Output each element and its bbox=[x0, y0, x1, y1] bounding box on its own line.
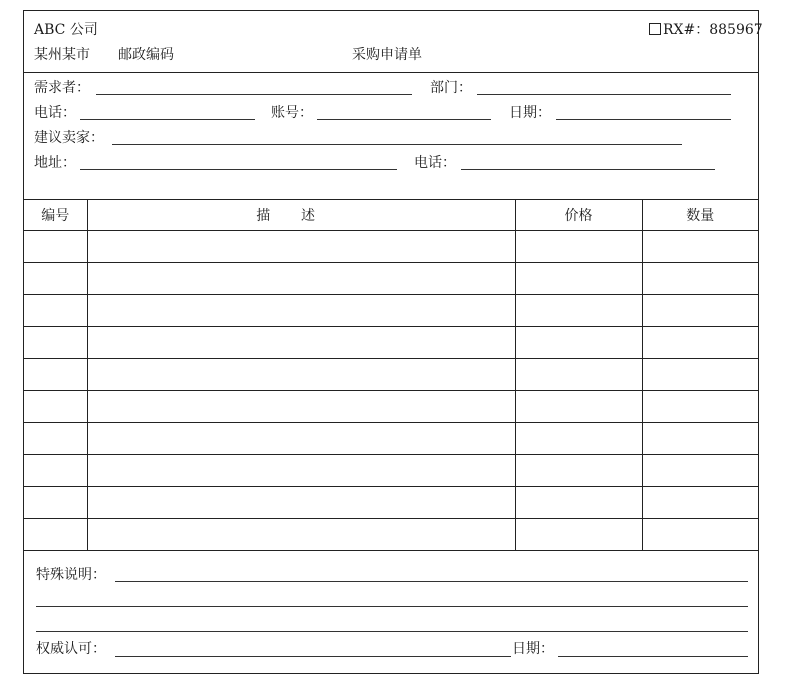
department-field[interactable] bbox=[477, 94, 731, 95]
quantity-cell[interactable] bbox=[642, 519, 758, 551]
number-cell[interactable] bbox=[24, 295, 87, 327]
date-field[interactable] bbox=[556, 119, 731, 120]
quantity-cell[interactable] bbox=[642, 295, 758, 327]
phone-field[interactable] bbox=[80, 119, 255, 120]
table-row bbox=[24, 263, 758, 295]
quantity-cell[interactable] bbox=[642, 327, 758, 359]
price-cell[interactable] bbox=[515, 231, 642, 263]
postcode-label: 邮政编码 bbox=[118, 47, 174, 63]
date-label: 日期： bbox=[509, 105, 551, 121]
number-cell[interactable] bbox=[24, 519, 87, 551]
rx-label: RX#：885967 bbox=[663, 22, 763, 38]
city-label: 某州某市 bbox=[34, 47, 90, 63]
table-row bbox=[24, 455, 758, 487]
description-cell[interactable] bbox=[87, 327, 515, 359]
number-cell[interactable] bbox=[24, 263, 87, 295]
description-cell[interactable] bbox=[87, 391, 515, 423]
price-cell[interactable] bbox=[515, 263, 642, 295]
quantity-cell[interactable] bbox=[642, 423, 758, 455]
description-cell[interactable] bbox=[87, 423, 515, 455]
special-instructions-line-3[interactable] bbox=[36, 631, 748, 632]
table-header-row bbox=[24, 199, 758, 231]
items-table bbox=[24, 199, 758, 551]
company-name: ABC 公司 bbox=[34, 22, 98, 38]
special-instructions-field[interactable] bbox=[115, 581, 748, 582]
number-cell[interactable] bbox=[24, 327, 87, 359]
purchase-requisition-form bbox=[23, 10, 763, 674]
form-title: 采购申请单 bbox=[352, 47, 422, 63]
table-row bbox=[24, 423, 758, 455]
table-row bbox=[24, 359, 758, 391]
table-row bbox=[24, 391, 758, 423]
quantity-cell[interactable] bbox=[642, 391, 758, 423]
number-cell[interactable] bbox=[24, 423, 87, 455]
quantity-cell[interactable] bbox=[642, 359, 758, 391]
price-cell[interactable] bbox=[515, 327, 642, 359]
table-row bbox=[24, 487, 758, 519]
description-cell[interactable] bbox=[87, 263, 515, 295]
description-cell[interactable] bbox=[87, 359, 515, 391]
vendor-field[interactable] bbox=[112, 144, 682, 145]
price-cell[interactable] bbox=[515, 455, 642, 487]
quantity-cell[interactable] bbox=[642, 455, 758, 487]
table-row bbox=[24, 327, 758, 359]
column-header-number: 编号 bbox=[24, 199, 87, 231]
vendor-label: 建议卖家： bbox=[34, 130, 104, 146]
column-header-price: 价格 bbox=[515, 199, 642, 231]
footer-date-field[interactable] bbox=[558, 656, 748, 657]
footer-date-label: 日期： bbox=[512, 641, 554, 657]
description-cell[interactable] bbox=[87, 231, 515, 263]
description-cell[interactable] bbox=[87, 519, 515, 551]
price-cell[interactable] bbox=[515, 359, 642, 391]
address-field[interactable] bbox=[80, 169, 397, 170]
header-divider bbox=[24, 72, 758, 73]
account-label: 账号： bbox=[271, 105, 313, 121]
requester-label: 需求者： bbox=[34, 80, 90, 96]
authorization-field[interactable] bbox=[115, 656, 511, 657]
number-cell[interactable] bbox=[24, 359, 87, 391]
quantity-cell[interactable] bbox=[642, 231, 758, 263]
quantity-cell[interactable] bbox=[642, 487, 758, 519]
special-instructions-line-2[interactable] bbox=[36, 606, 748, 607]
authorization-label: 权威认可： bbox=[36, 641, 106, 657]
price-cell[interactable] bbox=[515, 391, 642, 423]
checkbox-icon[interactable] bbox=[649, 23, 661, 35]
column-header-quantity: 数量 bbox=[642, 199, 758, 231]
vendor-phone-field[interactable] bbox=[461, 169, 715, 170]
number-cell[interactable] bbox=[24, 391, 87, 423]
price-cell[interactable] bbox=[515, 295, 642, 327]
rx-number bbox=[649, 22, 763, 38]
number-cell[interactable] bbox=[24, 231, 87, 263]
description-cell[interactable] bbox=[87, 487, 515, 519]
price-cell[interactable] bbox=[515, 519, 642, 551]
department-label: 部门： bbox=[430, 80, 472, 96]
description-cell[interactable] bbox=[87, 295, 515, 327]
number-cell[interactable] bbox=[24, 487, 87, 519]
phone-label: 电话： bbox=[34, 105, 76, 121]
table-row bbox=[24, 519, 758, 551]
quantity-cell[interactable] bbox=[642, 263, 758, 295]
table-row bbox=[24, 295, 758, 327]
table-row bbox=[24, 231, 758, 263]
special-instructions-label: 特殊说明： bbox=[36, 567, 106, 583]
address-label: 地址： bbox=[34, 155, 76, 171]
column-header-description: 描述 bbox=[87, 199, 515, 231]
account-field[interactable] bbox=[317, 119, 491, 120]
number-cell[interactable] bbox=[24, 455, 87, 487]
price-cell[interactable] bbox=[515, 487, 642, 519]
description-cell[interactable] bbox=[87, 455, 515, 487]
price-cell[interactable] bbox=[515, 423, 642, 455]
vendor-phone-label: 电话： bbox=[414, 155, 456, 171]
requester-field[interactable] bbox=[96, 94, 412, 95]
